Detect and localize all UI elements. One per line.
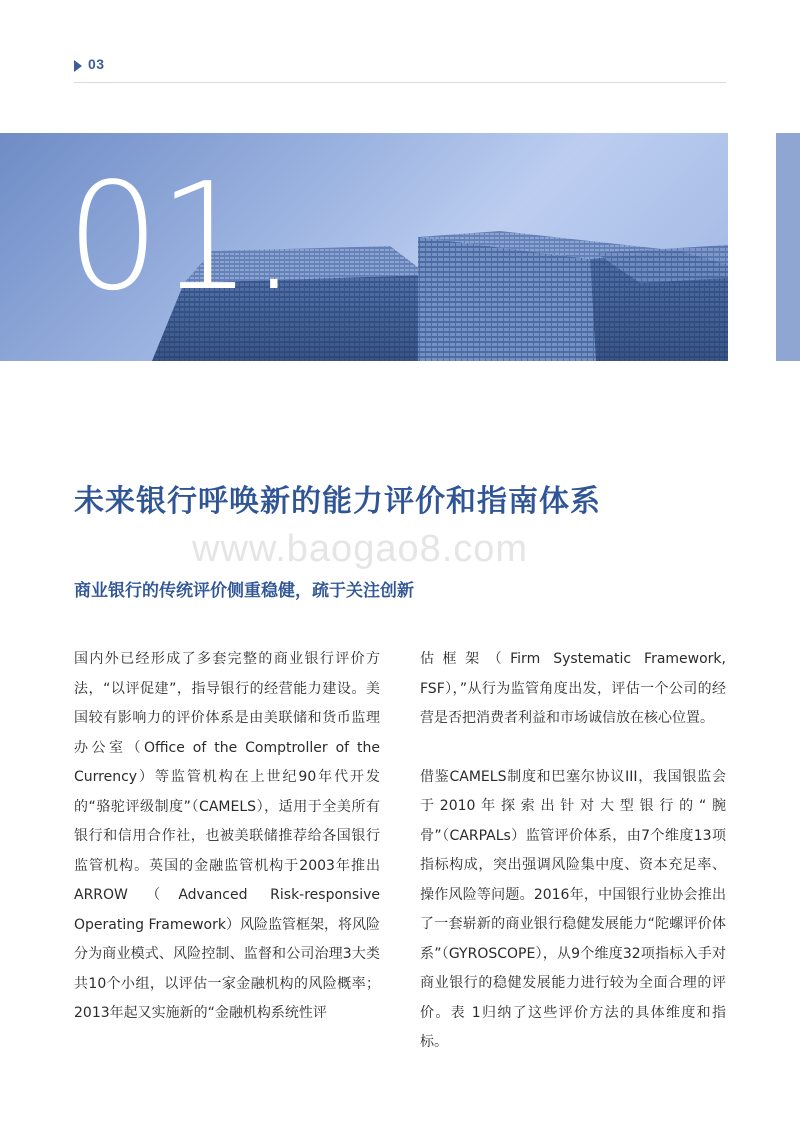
paragraph: 国内外已经形成了多套完整的商业银行评价方法，“以评促建”，指导银行的经营能力建设。美国较有影响力的评价体系是由美联储和货币监理办公室（Office of the Comptroller of the Currency）等监管机构在上世纪90年代开发的“骆驼评级制度”（CAMELS），适用于全美所有银行和信用合作社，也被美联储推荐给各国银行监管机构。英国的金融监管机构于2003年推出ARROW（Advanced Risk-responsive Operating Framework）风险监管框架，将风险分为商业模式、风险控制、监督和公司治理3大类共10个小组，以评估一家金融机构的风险概率；2013年起又实施新的“金融机构系统性评 [74,651,380,1021]
paragraph: 估框架（Firm Systematic Framework, FSF），”从行为监管角度出发，评估一个公司的经营是否把消费者利益和市场诚信放在核心位置。 [420,651,726,726]
watermark: www.baogao8.com [192,528,529,570]
hero-banner [0,133,728,361]
page-header [74,56,726,83]
body-column-right [420,645,726,1087]
page-number: 03 [88,56,105,72]
triangle-marker-icon [74,60,82,72]
side-tab [776,133,800,361]
body-column-left [74,645,380,1058]
section-number: 01. [66,151,296,323]
section-title: 未来银行呼唤新的能力评价和指南体系 [74,484,601,519]
section-subtitle: 商业银行的传统评价侧重稳健，疏于关注创新 [74,581,414,601]
paragraph: 借鉴CAMELS制度和巴塞尔协议III，我国银监会于2010年探索出针对大型银行的“腕骨”（CARPALs）监管评价体系，由7个维度13项指标构成，突出强调风险集中度、资本充足率、操作风险等问题。2016年，中国银行业协会推出了一套崭新的商业银行稳健发展能力“陀螺评价体系”（GYROSCOPE），从9个维度32项指标入手对商业银行的稳健发展能力进行较为全面合理的评价。表 1归纳了这些评价方法的具体维度和指标。 [420,768,726,1050]
